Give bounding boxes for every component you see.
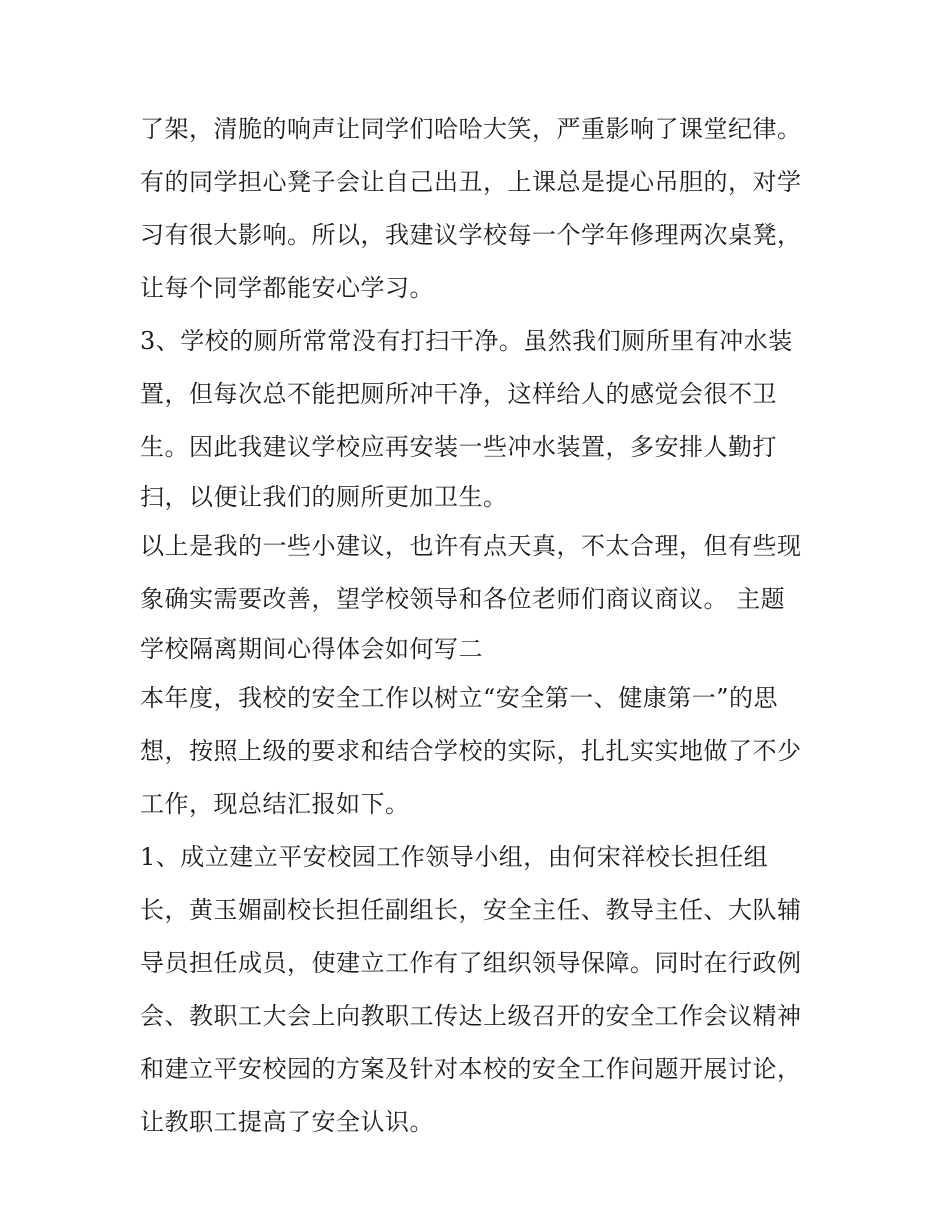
- section-heading: 学校隔离期间心得体会如何写二: [140, 635, 483, 663]
- text-line-15: 1、成立建立平安校园工作领导小组，由何宋祥校长担任组: [140, 843, 769, 871]
- text-line-18: 会、教职工大会上向教职工传达上级召开的安全工作会议精神: [140, 1002, 802, 1030]
- text-line-8: 扫，以便让我们的厕所更加卫生。: [140, 483, 508, 511]
- text-line-3: 习有很大影响。所以，我建议学校每一个学年修理两次桌凳，: [140, 221, 802, 249]
- text-line-6: 置，但每次总不能把厕所冲干净，这样给人的感觉会很不卫: [140, 380, 777, 408]
- text-line-19: 和建立平安校园的方案及针对本校的安全工作问题开展讨论，: [140, 1055, 802, 1083]
- text-line-17: 导员担任成员，使建立工作有了组织领导保障。同时在行政例: [140, 949, 802, 977]
- text-line-13: 想，按照上级的要求和结合学校的实际，扎扎实实地做了不少: [140, 737, 802, 765]
- text-line-2: 有的同学担心凳子会让自己出丑，上课总是提心吊胆的，对学: [140, 168, 802, 196]
- text-line-7: 生。因此我建议学校应再安装一些冲水装置，多安排人勤打: [140, 433, 777, 461]
- text-line-1: 了架，清脆的响声让同学们哈哈大笑，严重影响了课堂纪律。: [140, 115, 802, 143]
- text-line-20: 让教职工提高了安全认识。: [140, 1108, 434, 1136]
- text-line-12: 本年度，我校的安全工作以树立“安全第一、健康第一”的思: [140, 684, 779, 712]
- text-line-5: 3、学校的厕所常常没有打扫干净。虽然我们厕所里有冲水装: [140, 327, 793, 355]
- text-line-16: 长，黄玉媚副校长担任副组长，安全主任、教导主任、大队辅: [140, 896, 802, 924]
- text-line-9: 以上是我的一些小建议，也许有点天真，不太合理，但有些现: [140, 532, 802, 560]
- document-body: [140, 103, 830, 1149]
- text-line-10: 象确实需要改善，望学校领导和各位老师们商议商议。 主题: [140, 585, 786, 613]
- text-line-14: 工作，现总结汇报如下。: [140, 790, 410, 818]
- text-line-4: 让每个同学都能安心学习。: [140, 274, 434, 302]
